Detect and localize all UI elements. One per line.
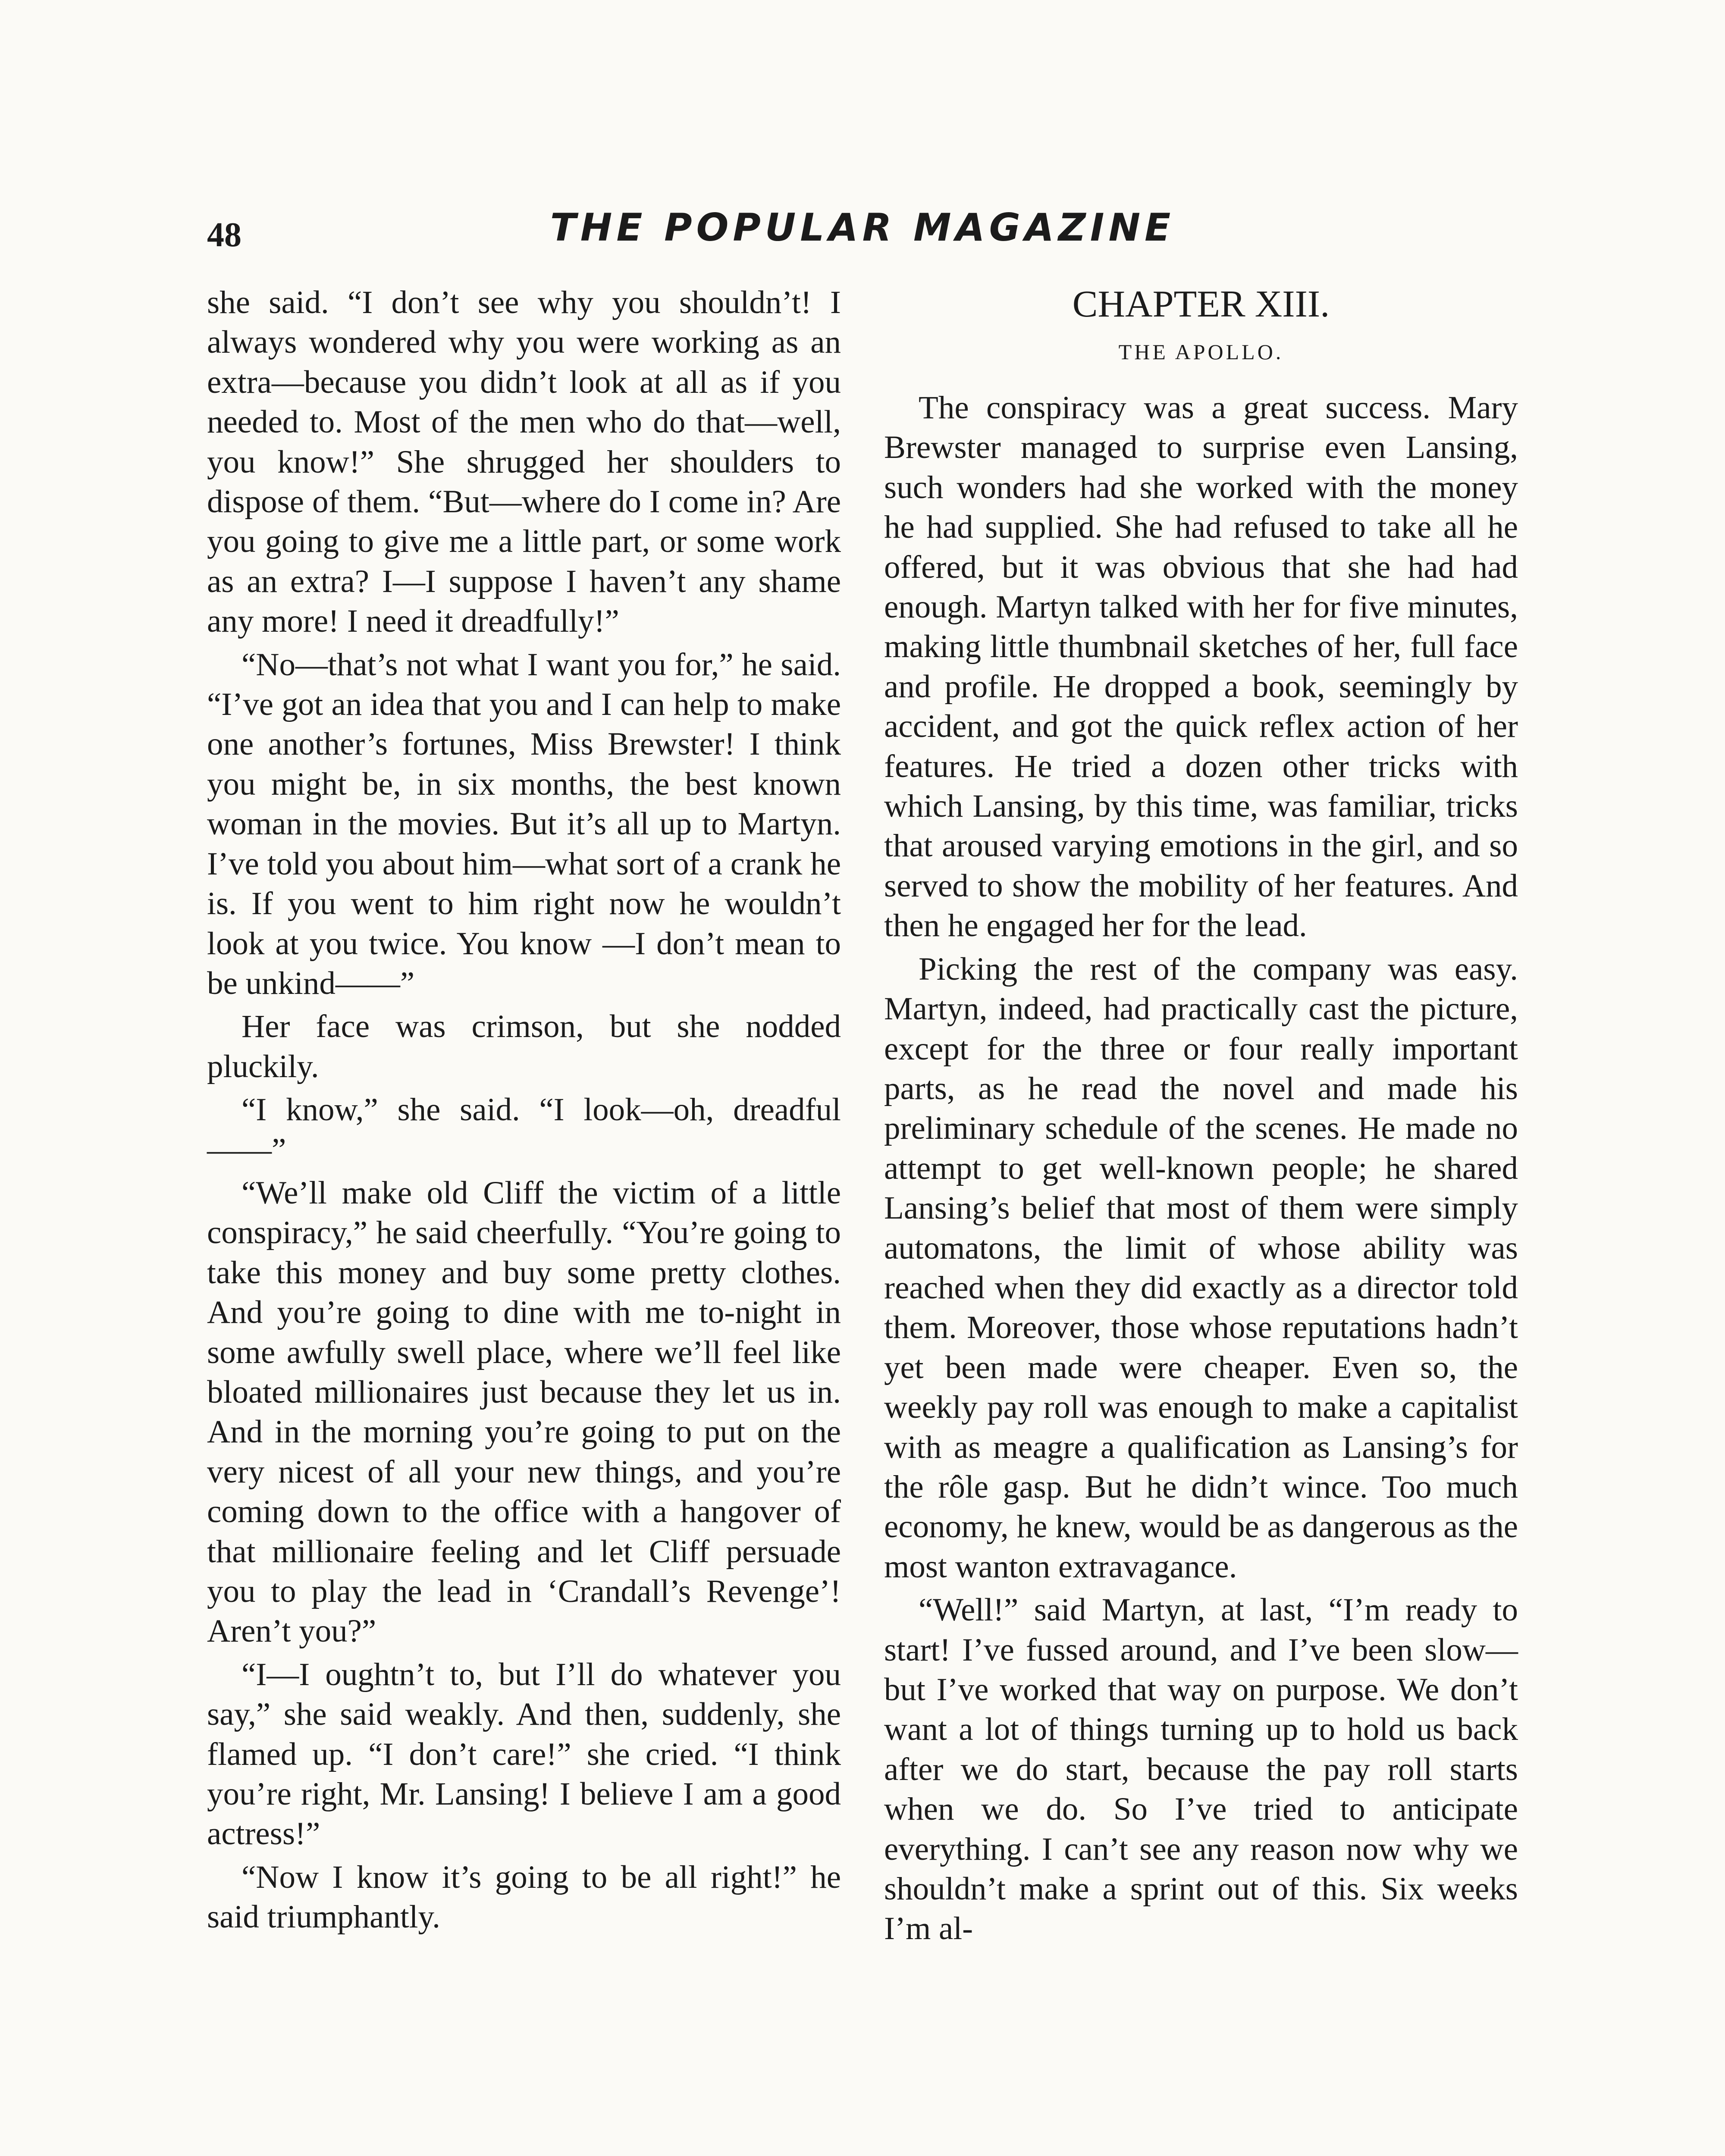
- paragraph: “I—I oughtn’t to, but I’ll do whatever you say,” she said weakly. And then, suddenly, she flamed up. “I don’t care!” she cried. “I think you’re right, Mr. Lansing! I believe I am a good actress!”: [207, 1656, 841, 1852]
- paragraph: The conspiracy was a great success. Mary Brewster managed to surprise even Lansing, such wonders had she worked with the money he had supplied. She had refused to take all he offered, but it was obvious that she had had enough. Martyn talked with her for five minutes, making little thumbnail sketches of her, full face and profile. He dropped a book, seemingly by accident, and got the quick reflex action of her features. He tried a dozen other tricks with which Lansing, by this time, was familiar, tricks that aroused varying emotions in the girl, and so served to show the mobility of her features. And then he engaged her for the lead.: [884, 390, 1518, 944]
- paragraph: “Well!” said Martyn, at last, “I’m ready to start! I’ve fussed around, and I’ve been slow—but I’ve worked that way on purpose. We don’t want a lot of things turning up to hold us back after we do start, because the pay roll starts when we do. So I’ve tried to anticipate everything. I can’t see any reason now why we shouldn’t make a sprint out of this. Six weeks I’m al-: [884, 1592, 1518, 1947]
- page-number: 48: [207, 216, 242, 254]
- chapter-subtitle: THE APOLLO.: [1118, 340, 1284, 364]
- paragraph: “I know,” she said. “I look—oh, dreadful——”: [207, 1092, 841, 1168]
- right-column: [884, 283, 1518, 1949]
- paragraph: “We’ll make old Cliff the victim of a little conspiracy,” he said cheerfully. “You’re going to take this money and buy some pretty clothes. And you’re going to dine with me to-night in some awfully swell place, where we’ll feel like bloated millionaires just because they let us in. And in the morning you’re going to put on the very nicest of all your new things, and you’re coming down to the office with a hangover of that millionaire feeling and let Cliff persuade you to play the lead in ‘Crandall’s Revenge’! Aren’t you?”: [207, 1175, 841, 1649]
- paragraph: Picking the rest of the company was easy. Martyn, indeed, had practically cast the picture, except for the three or four really important parts, as he read the novel and made his preliminary schedule of the scenes. He made no attempt to get well-known people; he shared Lansing’s belief that most of them were simply automatons, the limit of whose ability was reached when they did exactly as a director told them. Moreover, those whose reputations hadn’t yet been made were cheaper. Even so, the weekly pay roll was enough to make a capitalist with as meagre a qualification as Lansing’s for the rôle gasp. But he didn’t wince. Too much economy, he knew, would be as dangerous as the most wanton extravagance.: [884, 951, 1518, 1585]
- paragraph: “Now I know it’s going to be all right!” he said triumphantly.: [207, 1859, 841, 1935]
- paragraph: “No—that’s not what I want you for,” he said. “I’ve got an idea that you and I can help to make one another’s fortunes, Miss Brewster! I think you might be, in six months, the best known woman in the movies. But it’s all up to Martyn. I’ve told you about him—what sort of a crank he is. If you went to him right now he wouldn’t look at you twice. You know —I don’t mean to be unkind——”: [207, 646, 841, 1001]
- chapter-title: CHAPTER XIII.: [1072, 283, 1330, 325]
- running-head: THE POPULAR MAGAZINE: [550, 205, 1175, 250]
- left-column: [207, 283, 841, 1937]
- paragraph: Her face was crimson, but she nodded pluckily.: [207, 1009, 841, 1084]
- paragraph: she said. “I don’t see why you shouldn’t! I always wondered why you were working as an extra—because you didn’t look at all as if you needed to. Most of the men who do that—well, you know!” She shrugged her shoulders to dispose of them. “But—where do I come in? Are you going to give me a little part, or some work as an extra? I—I suppose I haven’t any shame any more! I need it dreadfully!”: [207, 285, 841, 639]
